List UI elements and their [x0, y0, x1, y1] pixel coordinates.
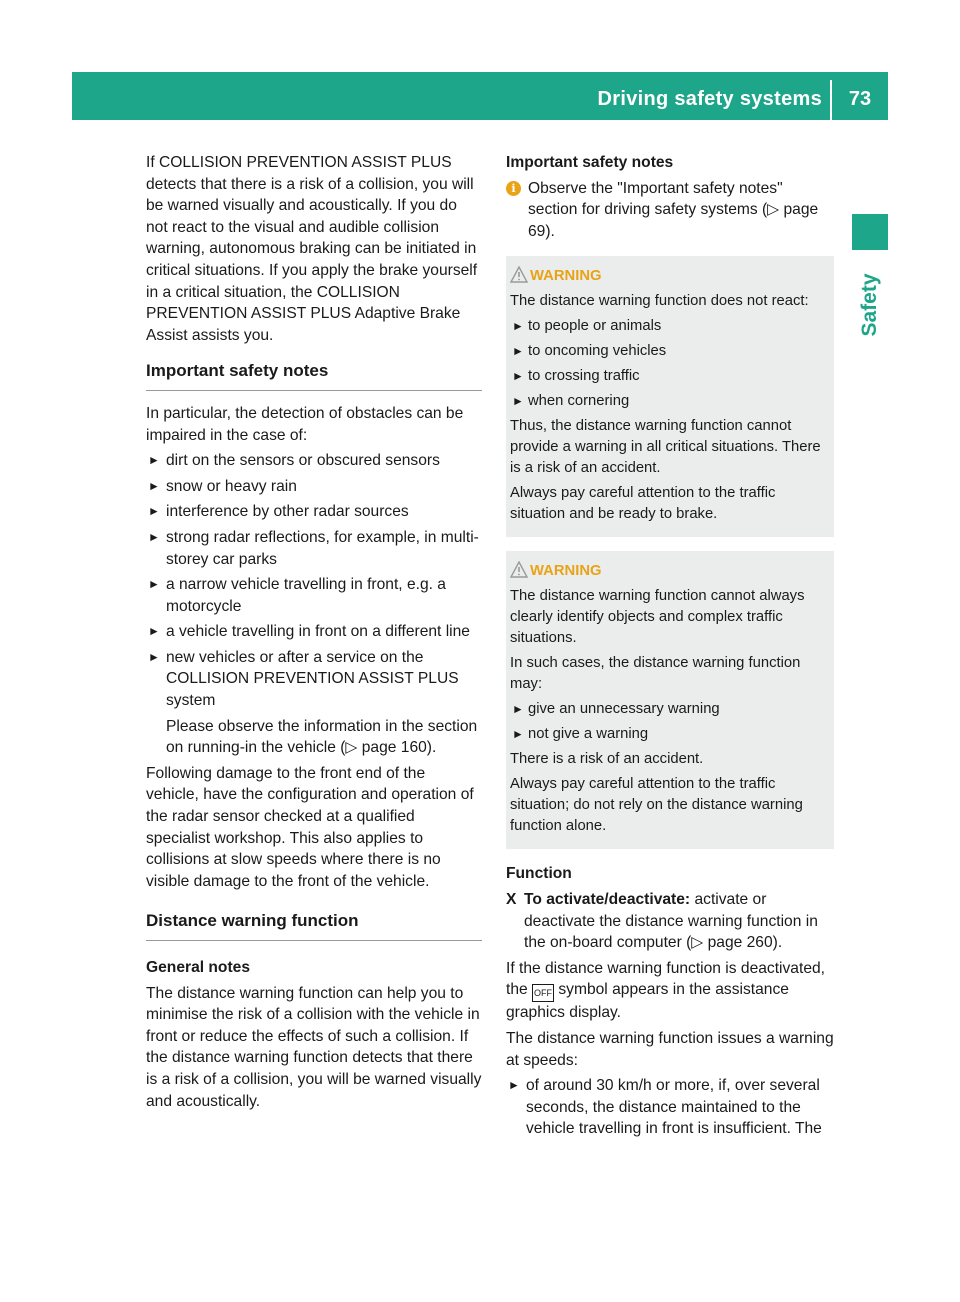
section-tab [846, 260, 894, 350]
warning-box-1 [506, 256, 834, 537]
bullet-icon: ► [148, 649, 160, 664]
list-item: ► new vehicles or after a service on the COLLISION PREVENTION ASSIST PLUS system [148, 648, 459, 710]
bullet-icon: ► [148, 624, 160, 639]
deactivated-paragraph: If the distance warning function is deactivated, the OFF symbol appears in the assistance graphics display. [506, 959, 825, 1022]
info-icon: i [506, 181, 521, 196]
intro-paragraph: If COLLISION PREVENTION ASSIST PLUS detects that there is a risk of a collision, you will be warned visually and acoustically. If you do not react to the visual and audible collision warning, autonomous braking can be initiated in critical situations. If you apply the brake yourself in a critical situation, the COLLISION PREVENTION ASSIST PLUS Adaptive Brake Assist assists you. [146, 154, 478, 344]
right-column [506, 152, 834, 1144]
list-item: ► of around 30 km/h or more, if, over several seconds, the distance maintained to the vehicle travelling in front is insufficient. The [508, 1077, 822, 1138]
list-item: ► a narrow vehicle travelling in front, e.g. a motorcycle [148, 576, 446, 615]
page-number: 73 [848, 88, 872, 110]
bullet-icon: ► [512, 727, 524, 742]
runin-note: Please observe the information in the section on running-in the vehicle (▷ page 160). [166, 717, 478, 757]
speeds-paragraph: The distance warning function issues a warning at speeds: [506, 1029, 834, 1069]
damage-paragraph: Following damage to the front end of the vehicle, have the configuration and operation of the radar sensor checked at a qualified specialist workshop. This also applies to collisions at slow speeds where there is no visible damage to the front of the vehicle. [146, 764, 474, 890]
bullet-icon: ► [148, 453, 160, 468]
action-marker-icon: X [506, 890, 517, 908]
warning-text: In such cases, the distance warning function may: [510, 655, 801, 693]
list-item: ► snow or heavy rain [146, 476, 482, 498]
section-heading-safety: Important safety notes [146, 360, 482, 391]
warning-heading: WARNING [510, 561, 828, 582]
bullet-icon: ► [512, 394, 524, 409]
warning-text: Always pay careful attention to the traffic situation; do not rely on the distance warning function alone. [510, 776, 803, 835]
bullet-icon: ► [148, 478, 160, 493]
bullet-icon: ► [148, 529, 160, 544]
list-item: ► interference by other radar sources [146, 501, 482, 523]
list-item: ► to crossing traffic [510, 366, 828, 387]
subheading-safety-notes: Important safety notes [506, 154, 674, 171]
left-column [146, 152, 482, 1116]
warning-triangle-icon [510, 561, 528, 579]
bullet-icon: ► [512, 369, 524, 384]
bullet-icon: ► [148, 577, 160, 592]
page-header [72, 72, 888, 120]
distance-warning-off-icon: OFF [532, 984, 554, 1002]
speed-list [506, 1075, 834, 1140]
warning-box-2 [506, 551, 834, 849]
warning-list [510, 316, 828, 412]
section-tab-marker [852, 214, 888, 250]
subheading-general-notes: General notes [146, 959, 250, 976]
general-paragraph: The distance warning function can help you to minimise the risk of a collision with the vehicle in front or reduce the effects of such a collision. If the distance warning function detects that there is a risk of a collision, you will be warned visually and acoustically. [146, 984, 482, 1110]
bullet-icon: ► [512, 702, 524, 717]
header-title: Driving safety systems [597, 88, 822, 110]
warning-text: The distance warning function does not react: [510, 293, 809, 310]
warning-text: Always pay careful attention to the traffic situation and be ready to brake. [510, 485, 776, 523]
impairment-list [146, 450, 482, 712]
warning-heading: WARNING [510, 266, 828, 287]
list-item: ► give an unnecessary warning [510, 699, 828, 720]
info-note: i Observe the "Important safety notes" section for driving safety systems (▷ page 69). [506, 178, 834, 243]
warning-text: There is a risk of an accident. [510, 751, 704, 768]
list-item: ► not give a warning [510, 724, 828, 745]
action-step [506, 889, 834, 954]
list-item: ► strong radar reflections, for example, in multi-storey car parks [148, 528, 479, 568]
section-tab-label: Safety [858, 273, 882, 337]
bullet-icon: ► [508, 1078, 520, 1093]
warning-text: The distance warning function cannot always clearly identify objects and complex traffic situations. [510, 588, 805, 647]
warning-text: Thus, the distance warning function cannot provide a warning in all critical situations. There is a risk of an accident. [510, 418, 821, 477]
list-item: ► when cornering [510, 391, 828, 412]
list-item: ► to oncoming vehicles [510, 341, 828, 362]
bullet-icon: ► [512, 344, 524, 359]
bullet-icon: ► [512, 319, 524, 334]
list-item: ► to people or animals [510, 316, 828, 337]
warning-triangle-icon [510, 266, 528, 284]
list-item: ► dirt on the sensors or obscured sensors [146, 450, 482, 472]
list-item: ► a vehicle travelling in front on a different line [146, 621, 482, 643]
bullet-icon: ► [148, 504, 160, 519]
warning-list [510, 699, 828, 745]
subheading-function: Function [506, 865, 572, 883]
action-text: activate or deactivate the distance warning function in the on-board computer (▷ page 260). [524, 890, 818, 952]
section-heading-distance-warning: Distance warning function [146, 910, 482, 941]
safety-paragraph: In particular, the detection of obstacles can be impaired in the case of: [146, 404, 464, 444]
action-label: To activate/deactivate: [524, 890, 691, 908]
